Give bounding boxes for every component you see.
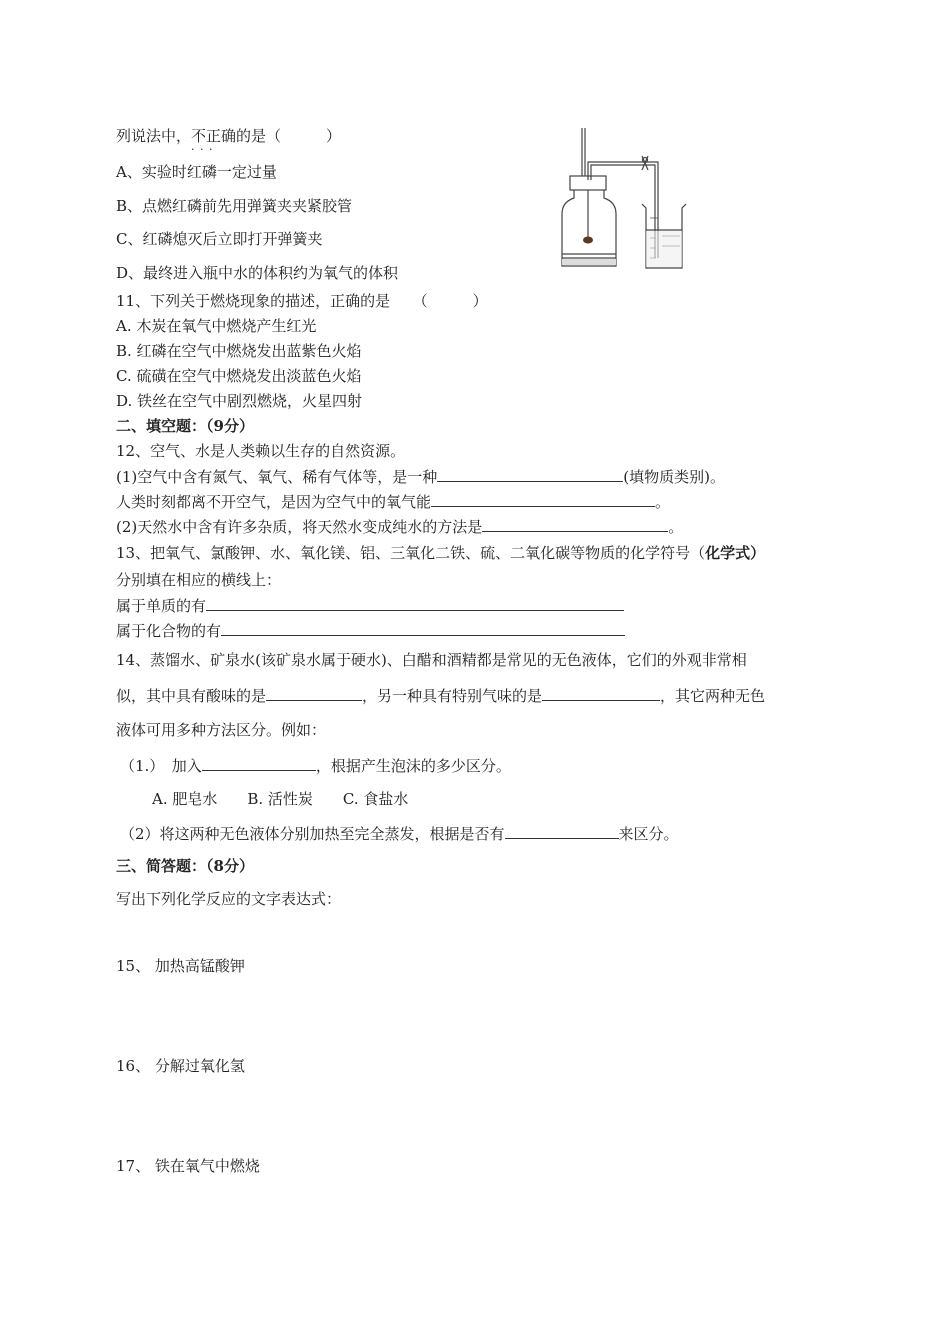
q14-sub2 xyxy=(120,823,679,844)
q10-stem-prefix: 列说法中， xyxy=(116,127,192,145)
q14-text-c: ，其它两种无色 xyxy=(660,687,766,705)
section2-title: 二、填空题：（9分） xyxy=(116,417,254,435)
q12-part2-text: (2)天然水中含有许多杂质，将天然水变成纯水的方法是 xyxy=(116,518,483,536)
blank-material-type[interactable] xyxy=(437,466,623,482)
q14-sub2-text: （2）将这两种无色液体分别加热至完全蒸发，根据是否有 xyxy=(120,825,505,843)
q12-part1-text: (1)空气中含有氮气、氧气、稀有气体等，是一种 xyxy=(116,468,438,486)
q14-sub1-text: （1.） 加入 xyxy=(120,757,202,775)
q13-line4 xyxy=(116,620,625,641)
q14-line2 xyxy=(116,685,765,706)
q16-text: 16、 分解过氧化氢 xyxy=(116,1057,245,1075)
q13-bold-text: 化学式） xyxy=(705,544,766,562)
q13-line1 xyxy=(116,543,765,563)
q14-sub2-end: 来区分。 xyxy=(618,825,679,843)
q12-part1-line2 xyxy=(116,491,670,512)
blank-residue[interactable] xyxy=(505,823,619,839)
q11-option-a: A. 木炭在氧气中燃烧产生红光 xyxy=(116,317,317,335)
q15-text: 15、 加热高锰酸钾 xyxy=(116,957,245,975)
q10-option-a: A、实验时红磷一定过量 xyxy=(116,163,277,181)
blank-smell-liquid[interactable] xyxy=(542,685,660,701)
q11-stem: 11、下列关于燃烧现象的描述，正确的是 （ ） xyxy=(116,292,488,310)
q13-elements-label: 属于单质的有 xyxy=(116,597,207,615)
blank-purification-method[interactable] xyxy=(482,516,668,532)
q10-option-d: D、最终进入瓶中水的体积约为氧气的体积 xyxy=(116,264,399,282)
blank-reagent[interactable] xyxy=(202,755,316,771)
red-phosphorus-icon xyxy=(583,237,593,244)
q12-part2-end: 。 xyxy=(668,518,684,536)
q14-line3: 液体可用多种方法区分。例如： xyxy=(116,721,327,739)
blank-sour-liquid[interactable] xyxy=(266,685,362,701)
q10-stem-suffix: 的是（ ） xyxy=(236,127,342,145)
q17-text: 17、 铁在氧气中燃烧 xyxy=(116,1157,260,1175)
q13-line3 xyxy=(116,595,624,616)
q11-option-c: C. 硫磺在空气中燃烧发出淡蓝色火焰 xyxy=(116,367,362,385)
q11-option-d: D. 铁丝在空气中剧烈燃烧，火星四射 xyxy=(116,392,363,410)
q10-option-b: B、点燃红磷前先用弹簧夹夹紧胶管 xyxy=(116,197,353,215)
q13-compounds-label: 属于化合物的有 xyxy=(116,622,222,640)
q10-stem-emphasis: 不正确 · · · xyxy=(191,127,236,145)
q14-sub1 xyxy=(120,755,511,776)
blank-compounds[interactable] xyxy=(221,620,625,636)
apparatus-figure xyxy=(558,126,718,274)
q14-sub1-end: ，根据产生泡沫的多少区分。 xyxy=(315,757,511,775)
q12-stem: 12、空气、水是人类赖以生存的自然资源。 xyxy=(116,442,406,460)
q13-line2: 分别填在相应的横线上： xyxy=(116,571,282,589)
q14-text-a: 似，其中具有酸味的是 xyxy=(116,687,267,705)
q12-part2-line xyxy=(116,516,683,537)
section3-title: 三、简答题：（8分） xyxy=(116,857,254,875)
q11-option-b: B. 红磷在空气中燃烧发出蓝紫色火焰 xyxy=(116,342,362,360)
q12-part1-line xyxy=(116,466,725,487)
blank-elements[interactable] xyxy=(206,595,624,611)
q12-part1-text2: 人类时刻都离不开空气，是因为空气中的氧气能 xyxy=(116,493,432,511)
q14-choices: A. 肥皂水 B. 活性炭 C. 食盐水 xyxy=(152,790,409,808)
q13-text: 13、把氧气、氯酸钾、水、氧化镁、铝、三氧化二铁、硫、二氧化碳等物质的化学符号（ xyxy=(116,544,706,562)
q12-part1-end: 。 xyxy=(655,493,671,511)
q10-stem xyxy=(116,126,341,146)
q14-line1: 14、蒸馏水、矿泉水(该矿泉水属于硬水)、白醋和酒精都是常见的无色液体，它们的外观非常相 xyxy=(116,651,747,669)
blank-oxygen-function[interactable] xyxy=(431,491,655,507)
q10-option-c: C、红磷熄灭后立即打开弹簧夹 xyxy=(116,230,323,248)
q12-part1-hint: (填物质类别)。 xyxy=(623,468,725,486)
q14-text-b: ，另一种具有特别气味的是 xyxy=(362,687,543,705)
section3-intro: 写出下列化学反应的文字表达式： xyxy=(116,890,342,908)
